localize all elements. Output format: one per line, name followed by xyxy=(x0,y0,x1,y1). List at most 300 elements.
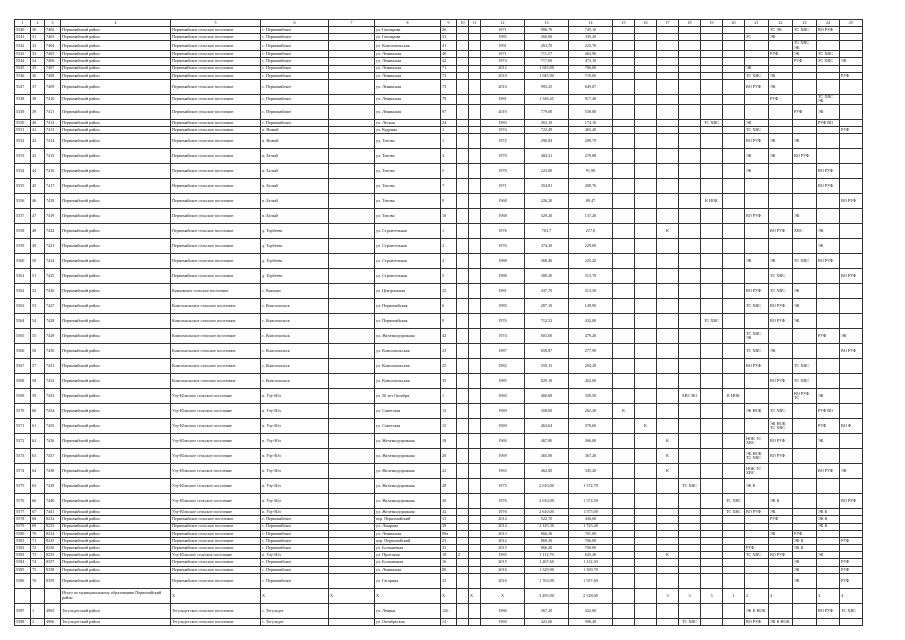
table-cell xyxy=(635,552,657,559)
table-cell: 32 xyxy=(31,41,45,51)
table-cell: 1969 xyxy=(481,449,525,464)
table-cell: ТС ХВС xyxy=(817,51,840,58)
table-cell: 7423 xyxy=(45,239,61,254)
table-cell: Первомайский район xyxy=(61,34,171,41)
table-cell: Первомайский район xyxy=(61,104,171,119)
table-cell xyxy=(457,449,469,464)
table-cell: 2 610,00 xyxy=(525,509,569,516)
table-cell: ЭК К xyxy=(745,479,769,494)
table-cell: ул. Железнодорожная xyxy=(375,464,441,479)
table-cell: 7419 xyxy=(45,209,61,224)
table-cell xyxy=(840,509,863,516)
column-number-header: 7 xyxy=(329,20,375,27)
table-cell: 7405 xyxy=(45,51,61,58)
table-row xyxy=(15,314,863,329)
table-cell xyxy=(457,269,469,284)
table-cell xyxy=(613,344,635,359)
table-cell xyxy=(635,464,657,479)
table-cell: 313,70 xyxy=(569,269,613,284)
table-cell: 217,8 xyxy=(569,224,613,239)
table-cell: РУФ xyxy=(840,566,863,573)
table-cell: ЭК К xyxy=(793,545,817,552)
table-cell xyxy=(635,314,657,329)
table-cell xyxy=(635,389,657,404)
table-cell xyxy=(457,464,469,479)
table-cell: ул. Советская xyxy=(375,404,441,419)
table-cell xyxy=(613,119,635,126)
table-cell: 277,90 xyxy=(569,344,613,359)
table-cell xyxy=(457,51,469,58)
table-cell xyxy=(613,126,635,133)
table-cell xyxy=(723,464,745,479)
table-cell xyxy=(701,149,723,164)
table-cell: Комсомольское сельское поселение xyxy=(171,344,261,359)
table-cell xyxy=(769,209,793,224)
table-cell: Первомайский район xyxy=(61,79,171,94)
table-cell: Первомайское сельское поселение xyxy=(171,254,261,269)
table-cell xyxy=(701,329,723,344)
table-cell xyxy=(457,239,469,254)
table-cell xyxy=(635,254,657,269)
table-cell: с. Первомайское xyxy=(261,523,329,530)
table-cell: ЭК xyxy=(769,134,793,149)
table-row xyxy=(15,479,863,494)
table-cell: с. Первомайское xyxy=(261,573,329,588)
table-cell: ЭК xyxy=(793,573,817,588)
table-cell: 79 xyxy=(441,94,457,104)
table-cell: ул. Комсомольская xyxy=(375,374,441,389)
table-row xyxy=(15,134,863,149)
column-number-header: 2 xyxy=(31,20,45,27)
table-cell: 2014 xyxy=(481,523,525,530)
table-cell: 1 723,40 xyxy=(569,523,613,530)
table-cell xyxy=(613,603,635,618)
table-cell: ЭК xyxy=(769,149,793,164)
table-cell: ул. Кудрина xyxy=(375,126,441,133)
table-cell xyxy=(469,94,481,104)
table-cell xyxy=(679,552,701,559)
table-cell: с. Первомайское xyxy=(261,104,329,119)
table-cell: 5579 xyxy=(15,523,31,530)
table-cell xyxy=(329,58,375,65)
table-cell: 463,64 xyxy=(525,419,569,434)
table-cell: 645,40 xyxy=(569,552,613,559)
table-cell: п. Белый xyxy=(261,179,329,194)
table-row xyxy=(15,374,863,389)
table-cell: 2 xyxy=(31,618,45,625)
table-cell: ВО РУФ xyxy=(817,254,840,269)
column-number-header: 25 xyxy=(840,20,863,27)
table-cell: ВО РУФ xyxy=(769,299,793,314)
table-cell xyxy=(469,344,481,359)
table-cell xyxy=(679,449,701,464)
table-cell xyxy=(657,404,679,419)
table-cell xyxy=(329,434,375,449)
table-cell xyxy=(457,72,469,79)
table-cell: 43 xyxy=(31,149,45,164)
table-cell: ул. Ленинская xyxy=(375,65,441,72)
table-cell xyxy=(840,389,863,404)
table-row xyxy=(15,419,863,434)
table-cell: Х xyxy=(329,588,375,603)
table-cell: ЭК К xyxy=(817,523,840,530)
table-row xyxy=(15,359,863,374)
table-cell: 1974 xyxy=(481,329,525,344)
table-cell: 1972 xyxy=(481,134,525,149)
table-cell xyxy=(723,545,745,552)
table-cell: ЭК xyxy=(817,104,840,119)
table-cell: 5566 xyxy=(15,344,31,359)
table-cell: 68 xyxy=(31,516,45,523)
table-cell xyxy=(701,434,723,449)
table-cell: с. Первомайское xyxy=(261,545,329,552)
table-cell xyxy=(469,34,481,41)
table-cell: 4 xyxy=(441,254,457,269)
table-row xyxy=(15,119,863,126)
table-cell: 20 xyxy=(441,449,457,464)
table-cell xyxy=(657,516,679,523)
table-cell xyxy=(701,284,723,299)
table-cell xyxy=(679,523,701,530)
table-cell: Первомайское сельское поселение xyxy=(171,537,261,544)
table-cell xyxy=(840,479,863,494)
table-cell: 2 528,00 xyxy=(569,588,613,603)
table-cell: 479,20 xyxy=(569,329,613,344)
table-cell: ЭК xyxy=(745,119,769,126)
table-cell: 7402 xyxy=(45,27,61,34)
table-cell: ул. Центральная xyxy=(375,284,441,299)
table-cell xyxy=(329,464,375,479)
table-cell xyxy=(679,79,701,94)
table-cell: 71 xyxy=(441,65,457,72)
table-cell xyxy=(840,434,863,449)
table-cell: с. Тегульдет xyxy=(261,618,329,625)
table-cell xyxy=(679,269,701,284)
table-cell: д. Торбеево xyxy=(261,254,329,269)
table-cell: 7425 xyxy=(45,269,61,284)
table-cell xyxy=(613,545,635,552)
table-cell xyxy=(723,434,745,449)
table-cell xyxy=(457,134,469,149)
table-cell xyxy=(457,119,469,126)
table-cell: 717,00 xyxy=(525,58,569,65)
table-cell: 3 xyxy=(679,588,701,603)
table-cell xyxy=(635,516,657,523)
table-cell: ул. Ленинская xyxy=(375,58,441,65)
table-cell xyxy=(769,58,793,65)
table-cell xyxy=(657,618,679,625)
table-cell: ЭК xyxy=(769,72,793,79)
table-cell xyxy=(701,509,723,516)
table-cell: 1969 xyxy=(481,404,525,419)
table-cell: ЭК xyxy=(793,284,817,299)
table-cell: Комсомольское сельское поселение xyxy=(171,329,261,344)
table-cell xyxy=(613,618,635,625)
total-row xyxy=(15,588,863,603)
table-cell: 345,20 xyxy=(569,464,613,479)
table-cell: Первомайское сельское поселение xyxy=(171,72,261,79)
table-cell: 423,60 xyxy=(525,618,569,625)
table-cell xyxy=(457,41,469,51)
table-cell: Первомайское сельское поселение xyxy=(171,209,261,224)
table-cell xyxy=(457,344,469,359)
table-cell xyxy=(657,494,679,509)
table-cell: 5554 xyxy=(15,164,31,179)
table-cell xyxy=(769,573,793,588)
table-cell: ул. Строительная xyxy=(375,239,441,254)
table-cell: 7407 xyxy=(45,65,61,72)
table-cell: 80 xyxy=(441,566,457,573)
table-cell: ул. Ленинская xyxy=(375,79,441,94)
table-cell xyxy=(723,314,745,329)
table-cell xyxy=(457,603,469,618)
table-cell: 5556 xyxy=(15,194,31,209)
table-cell: ВО РУФ xyxy=(769,552,793,559)
table-cell: Улу-Юльское сельское поселение xyxy=(171,419,261,434)
table-cell: 5553 xyxy=(15,149,31,164)
table-cell xyxy=(457,434,469,449)
table-cell xyxy=(457,284,469,299)
table-cell xyxy=(457,65,469,72)
table-cell xyxy=(769,479,793,494)
table-cell xyxy=(329,344,375,359)
column-number-header: 21 xyxy=(745,20,769,27)
table-cell: Первомайское сельское поселение xyxy=(171,269,261,284)
table-cell: с. Комсомольск xyxy=(261,299,329,314)
table-cell: 1981 xyxy=(481,284,525,299)
table-cell xyxy=(469,119,481,126)
table-cell xyxy=(679,559,701,566)
table-cell: ЭК xyxy=(840,464,863,479)
table-row xyxy=(15,530,863,537)
table-cell xyxy=(723,79,745,94)
table-cell xyxy=(469,65,481,72)
table-cell xyxy=(457,523,469,530)
table-cell: ул. Ленинская xyxy=(375,530,441,537)
table-cell xyxy=(469,299,481,314)
table-cell xyxy=(15,588,31,603)
table-cell: 1968 xyxy=(481,194,525,209)
table-cell xyxy=(793,434,817,449)
table-cell: 66 xyxy=(31,494,45,509)
table-cell xyxy=(723,72,745,79)
table-cell: 64 xyxy=(31,464,45,479)
table-cell xyxy=(701,239,723,254)
table-cell xyxy=(469,509,481,516)
table-cell: п. Улу-Юл xyxy=(261,419,329,434)
table-cell: 263,10 xyxy=(525,119,569,126)
table-row xyxy=(15,58,863,65)
table-row xyxy=(15,41,863,51)
table-cell: РУФ xyxy=(769,516,793,523)
table-cell xyxy=(840,224,863,239)
table-cell: п. Белый xyxy=(261,149,329,164)
table-cell: ул. Строительная xyxy=(375,269,441,284)
table-cell: 7413 xyxy=(45,126,61,133)
table-cell xyxy=(723,618,745,625)
table-cell xyxy=(329,239,375,254)
table-cell xyxy=(679,299,701,314)
table-cell: 7433 xyxy=(45,389,61,404)
table-cell: 2012 xyxy=(481,537,525,544)
table-cell: 3 xyxy=(701,588,723,603)
table-cell xyxy=(817,34,840,41)
table-cell xyxy=(469,209,481,224)
table-cell: Х xyxy=(261,588,329,603)
table-cell: Первомайский район xyxy=(61,209,171,224)
table-cell: 69 xyxy=(31,523,45,530)
column-number-header: 9 xyxy=(441,20,457,27)
table-cell: 530,80 xyxy=(569,104,613,119)
table-cell: Тегульдетское сельское поселение xyxy=(171,603,261,618)
table-cell xyxy=(613,284,635,299)
table-cell xyxy=(657,94,679,104)
table-cell: ул. Лесная xyxy=(375,119,441,126)
table-cell: ВО РУФ xyxy=(769,449,793,464)
table-cell xyxy=(613,58,635,65)
table-cell: 99а xyxy=(441,530,457,537)
table-cell xyxy=(723,566,745,573)
table-cell: 1976 xyxy=(481,224,525,239)
table-cell xyxy=(679,314,701,329)
table-cell: 5563 xyxy=(15,299,31,314)
table-cell xyxy=(613,299,635,314)
table-cell: ул. Ленинская xyxy=(375,104,441,119)
table-cell xyxy=(457,404,469,419)
table-cell: 906,70 xyxy=(525,27,569,34)
table-cell xyxy=(635,41,657,51)
table-cell: 1971 xyxy=(481,51,525,58)
table-cell: 7409 xyxy=(45,79,61,94)
table-cell xyxy=(701,179,723,194)
header-row xyxy=(15,20,863,27)
table-cell xyxy=(793,588,817,603)
table-cell xyxy=(723,284,745,299)
table-cell: 13 xyxy=(441,404,457,419)
table-cell: ул. Больничная xyxy=(375,559,441,566)
table-cell xyxy=(469,559,481,566)
table-cell: РУФ xyxy=(817,329,840,344)
table-cell: Х xyxy=(441,588,457,603)
table-cell xyxy=(679,545,701,552)
table-row xyxy=(15,537,863,544)
table-cell: 2 610,00 xyxy=(525,494,569,509)
table-cell xyxy=(657,209,679,224)
table-cell: 45 xyxy=(31,179,45,194)
table-cell: 5583 xyxy=(15,552,31,559)
table-cell xyxy=(457,419,469,434)
table-cell: 225,20 xyxy=(569,254,613,269)
table-cell: 59 xyxy=(31,389,45,404)
table-cell: ВО РУФ xyxy=(745,618,769,625)
table-cell: Первомайское сельское поселение xyxy=(171,573,261,588)
table-cell: ТС ХВС xyxy=(701,314,723,329)
table-cell xyxy=(469,494,481,509)
table-cell xyxy=(701,51,723,58)
table-cell xyxy=(469,126,481,133)
table-cell: 126 xyxy=(441,603,457,618)
table-cell xyxy=(769,537,793,544)
table-cell: Первомайское сельское поселение xyxy=(171,164,261,179)
table-cell: 5548 xyxy=(15,94,31,104)
table-cell xyxy=(613,530,635,537)
table-cell xyxy=(840,374,863,389)
table-cell: ТС ХВС xyxy=(745,72,769,79)
table-cell: ЭК НОК ТС ХВС xyxy=(769,419,793,434)
table-cell xyxy=(329,509,375,516)
table-cell xyxy=(793,65,817,72)
table-cell: п. Улу-Юл xyxy=(261,449,329,464)
table-cell: 1985 xyxy=(481,34,525,41)
table-cell: ЭК xyxy=(745,254,769,269)
table-cell: 1968 xyxy=(481,209,525,224)
table-cell xyxy=(701,209,723,224)
table-cell: Первомайское сельское поселение xyxy=(171,179,261,194)
table-cell: 23 xyxy=(441,537,457,544)
table-cell: 1 112,70 xyxy=(525,552,569,559)
table-cell: п. Улу-Юл xyxy=(261,404,329,419)
table-cell xyxy=(701,573,723,588)
table-cell: РУФ xyxy=(793,104,817,119)
table-cell: ЭК xyxy=(793,559,817,566)
table-cell: с. Первомайское xyxy=(261,27,329,34)
table-cell xyxy=(769,164,793,179)
table-cell: 706,00 xyxy=(569,537,613,544)
table-cell xyxy=(329,194,375,209)
table-cell xyxy=(657,374,679,389)
table-cell xyxy=(469,516,481,523)
table-cell: 62 xyxy=(31,434,45,449)
table-cell: Первомайский район xyxy=(61,509,171,516)
table-cell: с. Первомайское xyxy=(261,72,329,79)
table-cell xyxy=(745,494,769,509)
table-cell xyxy=(457,164,469,179)
table-cell xyxy=(793,164,817,179)
table-cell xyxy=(457,509,469,516)
table-row xyxy=(15,51,863,58)
table-cell xyxy=(657,269,679,284)
table-cell xyxy=(635,299,657,314)
table-cell: 2 xyxy=(745,588,769,603)
table-cell: 67 xyxy=(31,509,45,516)
table-cell xyxy=(613,79,635,94)
table-cell xyxy=(840,552,863,559)
table-cell: 7410 xyxy=(45,94,61,104)
table-cell xyxy=(793,179,817,194)
table-cell xyxy=(745,537,769,544)
table-cell: 2013 xyxy=(481,530,525,537)
table-cell: 779,00 xyxy=(525,104,569,119)
table-cell xyxy=(769,523,793,530)
table-cell: 1 xyxy=(441,126,457,133)
table-cell xyxy=(723,404,745,419)
table-cell xyxy=(723,179,745,194)
table-cell: Комсомольское сельское поселение xyxy=(171,299,261,314)
table-cell xyxy=(469,194,481,209)
table-cell: ул. Гончарова xyxy=(375,34,441,41)
table-cell xyxy=(679,119,701,126)
table-cell: Первомайский район xyxy=(61,516,171,523)
table-cell xyxy=(457,516,469,523)
table-cell xyxy=(679,329,701,344)
table-cell: 32 xyxy=(441,509,457,516)
table-cell: Первомайский район xyxy=(61,149,171,164)
table-cell: 91,90 xyxy=(569,164,613,179)
table-cell: НОК ТС ХВС xyxy=(745,434,769,449)
table-cell: Первомайское сельское поселение xyxy=(171,530,261,537)
table-cell xyxy=(745,389,769,404)
table-cell xyxy=(657,537,679,544)
